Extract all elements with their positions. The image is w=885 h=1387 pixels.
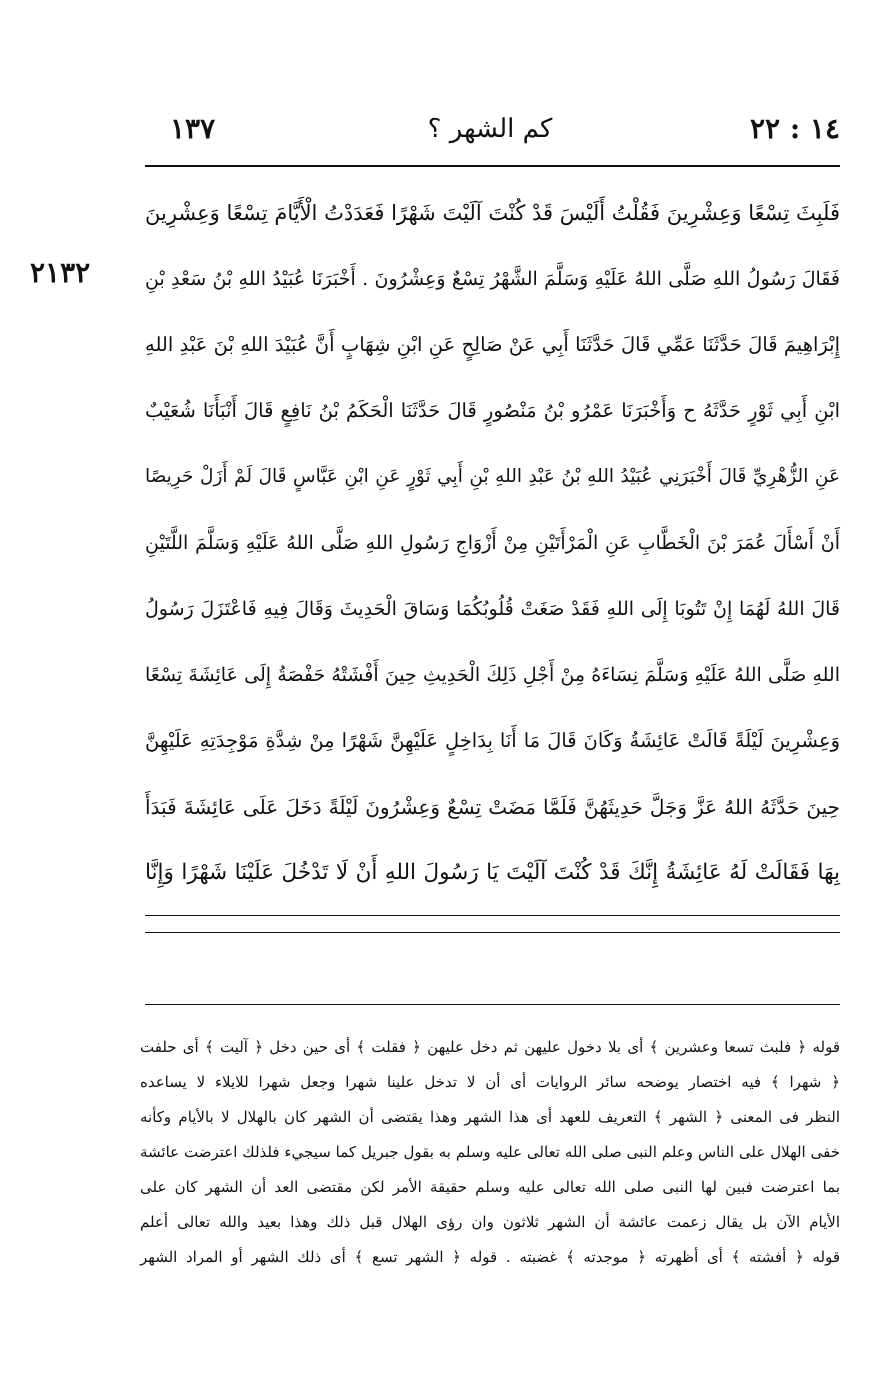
text-line: عَنِ الزُّهْرِيِّ قَالَ أَخْبَرَنِي عُبَيْدُ اللهِ بْنُ عَبْدِ اللهِ بْنِ أَبِي ثَوْرٍ عَنِ ابْنِ عَبَّاسٍ قَالَ لَمْ أَزَلْ حَرِيصًا (145, 466, 840, 487)
page-header (140, 112, 840, 162)
text-line: بِهَا فَقَالَتْ لَهُ عَائِشَةُ إِنَّكَ قَدْ كُنْتَ آلَيْتَ يَا رَسُولَ اللهِ أَنْ لَا تَدْخُلَ عَلَيْنَا شَهْرًا وَإِنَّا (145, 860, 840, 885)
note-line: قوله ﴿ أفشته ﴾ أى أظهرته ﴿ موجدته ﴾ غضبته . قوله ﴿ الشهر تسع ﴾ أى ذلك الشهر أو المراد الشهر (140, 1248, 840, 1266)
chapter-title: كم الشهر ؟ (427, 114, 553, 144)
header-rule (145, 165, 840, 167)
page-number: ١٣٧ (170, 112, 216, 145)
section-divider (145, 915, 840, 916)
text-line: إِبْرَاهِيمَ قَالَ حَدَّثَنَا عَمِّي قَالَ حَدَّثَنَا أَبِي عَنْ صَالِحٍ عَنِ ابْنِ شِهَابٍ أَنَّ عُبَيْدَ اللهِ بْنَ عَبْدِ اللهِ (145, 333, 840, 356)
section-divider (145, 932, 840, 933)
note-line: قوله ﴿ فلبث تسعا وعشرين ﴾ أى بلا دخول عليهن ثم دخل عليهن ﴿ فقلت ﴾ أى حين دخل ﴿ آليت ﴾ أى حلفت (140, 1038, 840, 1056)
text-line: فَلَبِثَ تِسْعًا وَعِشْرِينَ فَقُلْتُ أَلَيْسَ قَدْ كُنْتَ آلَيْتَ شَهْرًا فَعَدَدْتُ الْأَيَّامَ تِسْعًا وَعِشْرِينَ (145, 201, 840, 225)
text-line: اللهِ صَلَّى اللهُ عَلَيْهِ وَسَلَّمَ نِسَاءَهُ مِنْ أَجْلِ ذَلِكَ الْحَدِيثِ حِينَ أَفْشَتْهُ حَفْصَةُ إِلَى عَائِشَةَ تِسْعًا (145, 664, 840, 686)
commentary-notes (140, 1030, 840, 1275)
footnote-rule (145, 1004, 840, 1005)
text-line: أَنْ أَسْأَلَ عُمَرَ بْنَ الْخَطَّابِ عَنِ الْمَرْأَتَيْنِ مِنْ أَزْوَاجِ رَسُولِ اللهِ صَلَّى اللهُ عَلَيْهِ وَسَلَّمَ اللَّتَيْنِ (145, 532, 840, 554)
text-line: فَقَالَ رَسُولُ اللهِ صَلَّى اللهُ عَلَيْهِ وَسَلَّمَ الشَّهْرُ تِسْعٌ وَعِشْرُونَ . أَخْبَرَنَا عُبَيْدُ اللهِ بْنُ سَعْدِ بْنِ (145, 268, 840, 290)
text-line: قَالَ اللهُ لَهُمَا إِنْ تَتُوبَا إِلَى اللهِ فَقَدْ صَغَتْ قُلُوبُكُمَا وَسَاقَ الْحَدِيثَ وَقَالَ فِيهِ فَاعْتَزَلَ رَسُولُ (145, 598, 840, 620)
text-line: حِينَ حَدَّثَهُ اللهُ عَزَّ وَجَلَّ حَدِيثَهُنَّ فَلَمَّا مَضَتْ تِسْعٌ وَعِشْرُونَ لَيْلَةً دَخَلَ عَلَى عَائِشَةَ فَبَدَأَ (145, 795, 840, 819)
hadith-number: ٢١٣٢ (30, 256, 91, 289)
note-line: بما اعترضت فبين لها النبى صلى الله تعالى عليه وسلم حقيقة الأمر لكن مقتضى العد أن الشهر كان على (140, 1178, 840, 1196)
section-reference: ١٤ : ٢٢ (750, 112, 840, 145)
note-line: خفى الهلال على الناس وعلم النبى صلى الله تعالى عليه وسلم به بقول جبريل كما سيجيء فلذلك اعترضت عائشة (140, 1143, 840, 1161)
text-line: ابْنِ أَبِي ثَوْرٍ حَدَّثَهُ ح وَأَخْبَرَنَا عَمْرُو بْنُ مَنْصُورٍ قَالَ حَدَّثَنَا الْحَكَمُ بْنُ نَافِعٍ قَالَ أَنْبَأَنَا شُعَيْبٌ (145, 399, 840, 422)
note-line: النظر فى المعنى ﴿ الشهر ﴾ التعريف للعهد أى هذا الشهر وهذا يقتضى أن الشهر كان بالهلال لا بالأيام وكأنه (140, 1108, 840, 1126)
text-line: وَعِشْرِينَ لَيْلَةً قَالَتْ عَائِشَةُ وَكَانَ قَالَ مَا أَنَا بِدَاخِلٍ عَلَيْهِنَّ شَهْرًا مِنْ شِدَّةِ مَوْجِدَتِهِ عَلَيْهِنَّ (145, 729, 840, 752)
note-line: الأيام الآن بل يقال زعمت عائشة أن الشهر ثلاثون وان رؤى الهلال قبل ذلك وهذا بعيد والله تعالى أعلم (140, 1213, 840, 1231)
main-text (145, 180, 840, 906)
note-line: ﴿ شهرا ﴾ فيه اختصار يوضحه سائر الروايات أى أن لا تدخل علينا شهرا وجعل شهرا للايلاء لا يساعده (140, 1073, 840, 1091)
